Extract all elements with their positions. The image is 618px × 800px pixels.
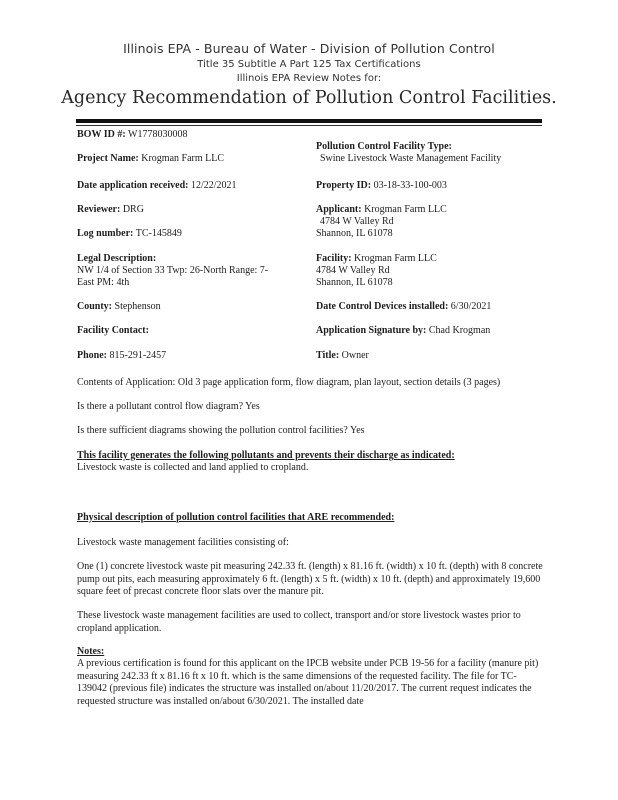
title-label: Title: [316, 350, 340, 361]
county-field [77, 301, 161, 313]
agency-header: Illinois EPA - Bureau of Water - Division of Pollution Control [123, 41, 495, 56]
header-divider-thin [76, 125, 542, 126]
applicant-label: Applicant: [316, 204, 362, 215]
page-title: Agency Recommendation of Pollution Control Facilities. [61, 88, 557, 108]
signature-field [316, 325, 490, 337]
title-field [316, 350, 369, 362]
notes-heading: Notes: [77, 646, 105, 657]
phone-value: 815-291-2457 [109, 350, 167, 361]
log-number-value: TC-145849 [135, 228, 182, 239]
facility-name: Krogman Farm LLC [354, 253, 437, 264]
physical-description-heading: Physical description of pollution control facilities that ARE recommended: [77, 512, 395, 523]
log-number-field [77, 228, 182, 240]
facility-type-label: Pollution Control Facility Type: [316, 141, 452, 152]
facility-city: Shannon, IL 61078 [316, 277, 393, 288]
project-name-value: Krogman Farm LLC [141, 153, 224, 164]
contents-of-application: Contents of Application: Old 3 page application form, flow diagram, plan layout, section details (3 pages) [77, 377, 501, 388]
pollutants-text: Livestock waste is collected and land applied to cropland. [77, 462, 309, 473]
applicant-name: Krogman Farm LLC [364, 204, 447, 215]
project-name-label: Project Name: [77, 153, 139, 164]
property-id-field [316, 180, 447, 192]
header-divider-thick [76, 119, 542, 123]
waste-pit-description: One (1) concrete livestock waste pit measuring 242.33 ft. (length) x 81.16 ft. (width) x 10 ft. (depth) with 8 concrete pump out pits, each measuring approximately 6 ft. (length) x 5 ft. (width) x 10 ft. (depth) and approximately 19,600 square feet of precast concrete floor slats over the manure pit. [77, 561, 543, 597]
legal-description-line1: NW 1/4 of Section 33 Twp: 26-North Range: 7- [77, 265, 269, 276]
reviewer-label: Reviewer: [77, 204, 121, 215]
phone-label: Phone: [77, 350, 107, 361]
title-value: Owner [341, 350, 369, 361]
facility-type-value: Swine Livestock Waste Management Facility [320, 153, 502, 164]
date-received-label: Date application received: [77, 180, 189, 191]
bow-id-value: W1778030008 [128, 129, 188, 140]
signature-value: Chad Krogman [428, 325, 491, 336]
flow-diagram-question: Is there a pollutant control flow diagram? Yes [77, 401, 260, 412]
facility-street: 4784 W Valley Rd [316, 265, 390, 276]
facility-label: Facility: [316, 253, 352, 264]
pollutants-heading: This facility generates the following pollutants and prevents their discharge as indicated: [77, 450, 455, 461]
property-id-label: Property ID: [316, 180, 372, 191]
county-label: County: [77, 301, 113, 312]
regulation-title: Title 35 Subtitle A Part 125 Tax Certifications [197, 59, 421, 70]
reviewer-field [77, 204, 144, 216]
consisting-of-text: Livestock waste management facilities consisting of: [77, 537, 289, 548]
notes-text: A previous certification is found for this applicant on the IPCB website under PCB 19-56 for a facility (manure pit) measuring 242.33 ft x 81.16 ft x 10 ft. which is the same dimensions of the requested facility. The file for TC-139042 (previous file) indicates the structure was installed on/about 11/20/2017. The current request indicates the requested structure was installed on/about 6/30/2021. The installed date [77, 658, 539, 707]
bow-id-field [77, 129, 188, 141]
facility-usage-text: These livestock waste management facilities are used to collect, transport and/or store livestock wastes prior to cropland application. [77, 610, 521, 634]
log-number-label: Log number: [77, 228, 134, 239]
date-received-value: 12/22/2021 [190, 180, 237, 191]
county-value: Stephenson [114, 301, 161, 312]
signature-label: Application Signature by: [316, 325, 427, 336]
facility-field [316, 253, 437, 265]
phone-field [77, 350, 166, 362]
applicant-city: Shannon, IL 61078 [316, 228, 393, 239]
diagrams-question: Is there sufficient diagrams showing the pollution control facilities? Yes [77, 425, 365, 436]
date-installed-field [316, 301, 491, 313]
date-received-field [77, 180, 237, 192]
project-name-field [77, 153, 224, 165]
facility-contact-label: Facility Contact: [77, 325, 149, 336]
reviewer-value: DRG [122, 204, 144, 215]
applicant-field [316, 204, 447, 216]
date-installed-value: 6/30/2021 [450, 301, 492, 312]
applicant-street: 4784 W Valley Rd [320, 216, 394, 227]
legal-description-label: Legal Description: [77, 253, 157, 264]
property-id-value: 03-18-33-100-003 [373, 180, 447, 191]
legal-description-line2: East PM: 4th [77, 277, 130, 288]
bow-id-label: BOW ID #: [77, 129, 126, 140]
review-notes-label: Illinois EPA Review Notes for: [236, 73, 382, 84]
date-installed-label: Date Control Devices installed: [316, 301, 449, 312]
